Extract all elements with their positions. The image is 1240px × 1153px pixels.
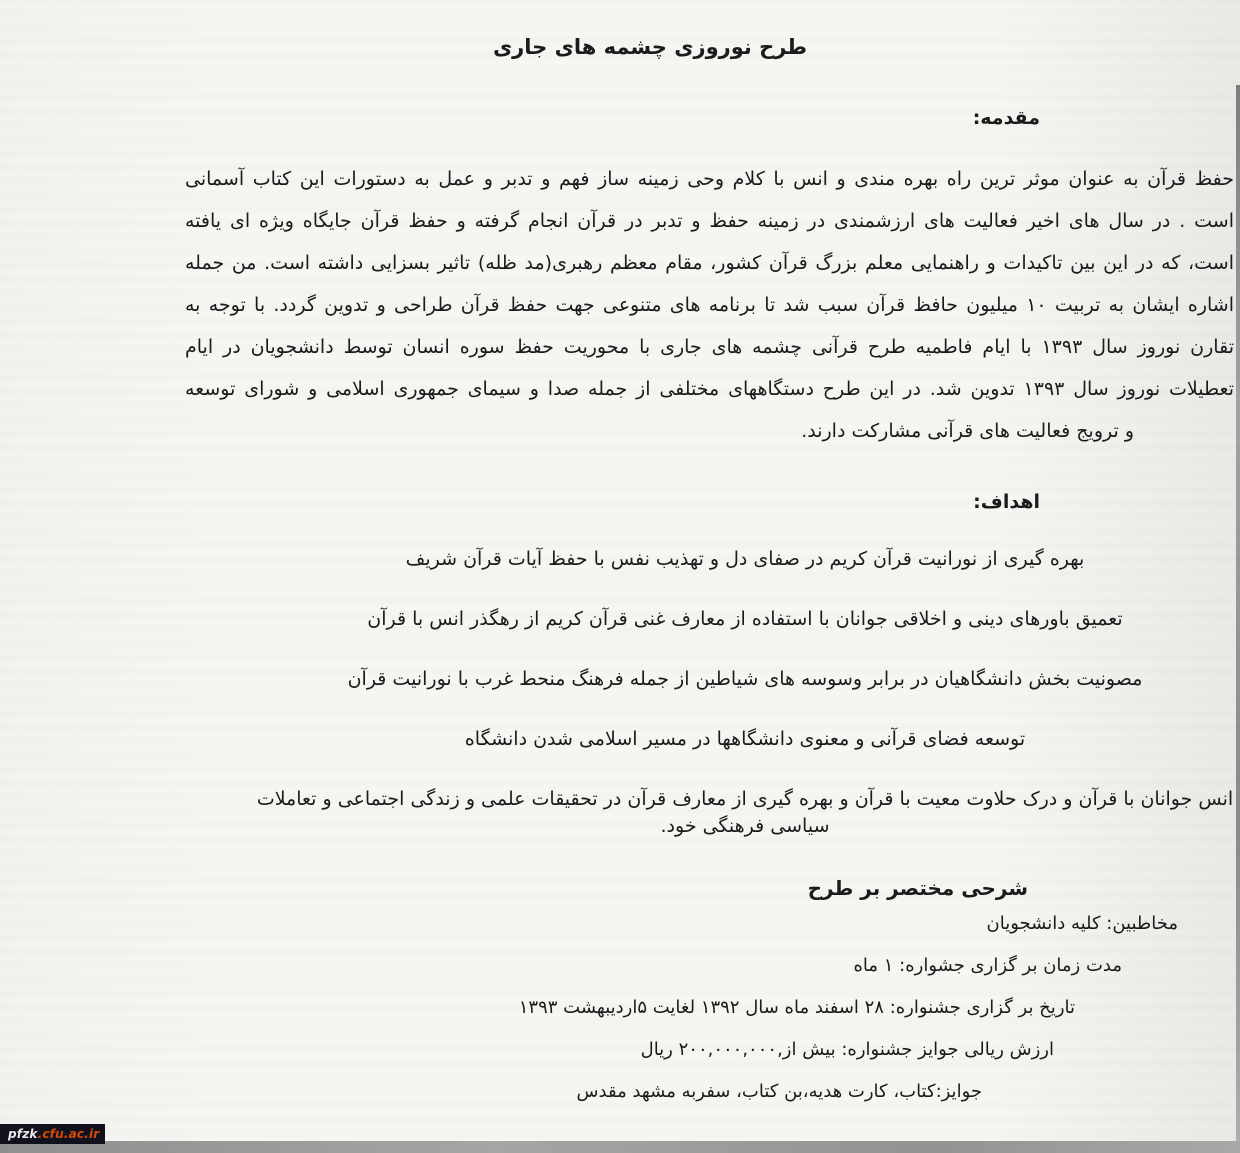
summary-lines-line: مدت زمان بر گزاری جشواره: ۱ ماه xyxy=(853,955,1122,976)
summary-lines-line: جوایز:کتاب، کارت هدیه،بن کتاب، سفربه مشهد مقدس xyxy=(576,1081,982,1102)
summary-lines xyxy=(0,903,1240,1113)
goals-list-line: توسعه فضای قرآنی و معنوی دانشگاهها در مسیر اسلامی شدن دانشگاه xyxy=(464,728,1026,750)
goals-list-line: انس جوانان با قرآن و درک حلاوت معیت با قرآن و بهره گیری از معارف قرآن در تحقیقات علمی و زندگی اجتماعی و تعاملات سیاسی فرهنگی خود. xyxy=(256,788,1234,837)
intro-paragraph-line: تعطیلات نوروز سال ۱۳۹۳ تدوین شد. در این طرح دستگاههای مختلفی از جمله صدا و سیمای جمهوری اسلامی و شورای توسعه xyxy=(185,378,1235,400)
scan-edge-artifact xyxy=(1236,85,1240,1145)
goals-list xyxy=(250,546,1240,840)
goals-heading: اهداف: xyxy=(973,491,1040,513)
site-watermark xyxy=(0,1124,105,1144)
intro-heading: مقدمه: xyxy=(972,107,1040,129)
watermark-site-name: pfzk xyxy=(8,1127,38,1141)
summary-lines-line: تاریخ بر گزاری جشنواره: ۲۸ اسفند ماه سال ۱۳۹۲ لغایت ۵اردیبهشت ۱۳۹۳ xyxy=(518,997,1075,1018)
goals-list-line: بهره گیری از نورانیت قرآن کریم در صفای دل و تهذیب نفس با حفظ آیات قرآن شریف xyxy=(405,548,1085,570)
summary-lines-line: ارزش ریالی جوایز جشنواره: بیش از,۲۰۰,۰۰۰,۰۰۰ ریال xyxy=(640,1039,1054,1060)
goals-list-line: تعمیق باورهای دینی و اخلاقی جوانان با استفاده از معارف غنی قرآن کریم از رهگذر انس با قرآن xyxy=(367,608,1123,630)
intro-paragraph xyxy=(185,158,1234,452)
summary-heading: شرحی مختصر بر طرح xyxy=(807,876,1028,900)
intro-paragraph-line: است . در سال های اخیر فعالیت های ارزشمندی در زمینه حفظ و تدبر در قرآن انجام گرفته و حفظ قرآن جایگاه ویژه ای یافته xyxy=(185,210,1234,232)
intro-paragraph-line: است، که در این بین تاکیدات و راهنمایی معلم بزرگ قرآن کشور، مقام معظم رهبری(مد ظله) تاثیر بسزایی داشته است. من جمله xyxy=(185,252,1234,274)
goals-list-line: مصونیت بخش دانشگاهیان در برابر وسوسه های شیاطین از جمله فرهنگ منحط غرب با نورانیت قرآن xyxy=(347,668,1143,690)
intro-paragraph-line: اشاره ایشان به تربیت ۱۰ میلیون حافظ قرآن سبب شد تا برنامه های متنوعی جهت حفظ قرآن طراحی و تدوین گردد. با توجه به xyxy=(185,294,1234,316)
intro-paragraph-line: تقارن نوروز سال ۱۳۹۳ با ایام فاطمیه طرح قرآنی چشمه های جاری با محوریت حفظ سوره انسان توسط دانشجویان در ایام xyxy=(185,336,1234,358)
summary-lines-line: مخاطبین: کلیه دانشجویان xyxy=(986,913,1178,934)
watermark-domain: .cfu.ac.ir xyxy=(37,1127,100,1141)
intro-paragraph-line: و ترویج فعالیت های قرآنی مشارکت دارند. xyxy=(801,420,1134,442)
intro-paragraph-line: حفظ قرآن به عنوان موثر ترین راه بهره مندی و انس با کلام وحی زمینه ساز فهم و تدبر و عمل به دستورات این کتاب آسمانی xyxy=(185,168,1234,190)
scan-bottom-band xyxy=(0,1141,1240,1153)
document-title: طرح نوروزی چشمه های جاری xyxy=(492,35,808,59)
